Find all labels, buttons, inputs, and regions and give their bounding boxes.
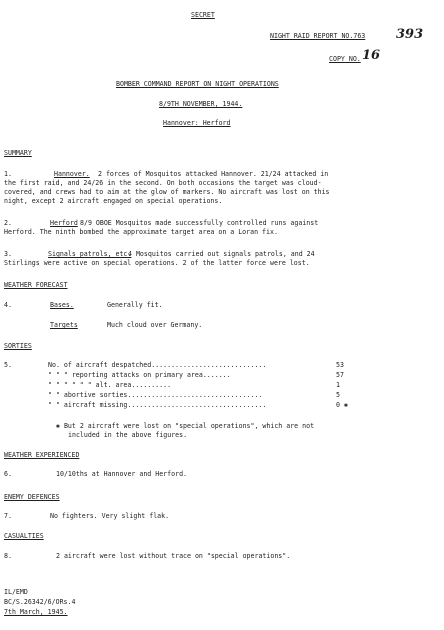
casualties-heading: CASUALTIES xyxy=(4,532,44,540)
bases-label: Bases. xyxy=(50,301,74,309)
report-targets: Hannover: Herford xyxy=(163,119,231,127)
page-number: 393 xyxy=(396,27,424,42)
weather-experienced-heading: WEATHER EXPERIENCED xyxy=(4,451,80,459)
targets-value: Much cloud over Germany. xyxy=(107,321,203,329)
sorties-row-label: " " aircraft missing................................... xyxy=(48,401,267,409)
summary-heading: SUMMARY xyxy=(4,149,32,157)
bases-value: Generally fit. xyxy=(107,301,163,309)
sorties-row-label: " " " reporting attacks on primary area....... xyxy=(48,371,231,379)
para-1-lead: Hannover. xyxy=(54,170,90,178)
footer-date: 7th March, 1945. xyxy=(4,608,68,616)
footer-reference: BC/S.26342/6/ORs.4 xyxy=(4,598,76,606)
sorties-row-label: " " abortive sorties.................................. xyxy=(48,391,263,399)
para-2-lead: Herford xyxy=(50,219,78,227)
para-3-line2: Stirlings were active on special operations. 2 of the latter force were lost. xyxy=(4,259,310,267)
classification-marking: SECRET xyxy=(191,11,215,19)
enemy-defences-text: No fighters. Very slight flak. xyxy=(50,512,170,520)
para-7-number: 7. xyxy=(4,512,12,520)
sorties-row-value: 0 ✱ xyxy=(336,401,348,409)
para-5-number: 5. xyxy=(4,361,12,369)
para-4-number: 4. xyxy=(4,301,12,309)
weather-experienced-text: 10/10ths at Hannover and Herford. xyxy=(56,470,188,478)
copy-number-label: COPY NO. xyxy=(329,55,361,63)
para-1-line3: covered, and crews had to aim at the glow of markers. No aircraft was lost on this xyxy=(4,188,330,196)
sorties-row-value: 1 xyxy=(336,381,340,389)
casualties-text: 2 aircraft were lost without trace on "special operations". xyxy=(56,552,291,560)
report-date: 8/9TH NOVEMBER, 1944. xyxy=(159,100,243,108)
sorties-footnote-line1: ✱ But 2 aircraft were lost on "special operations", which are not xyxy=(56,422,315,430)
sorties-footnote-line2: included in the above figures. xyxy=(68,431,188,439)
para-2-line2: Herford. The ninth bombed the approximate target area on a Loran fix. xyxy=(4,228,278,236)
para-3-line1: 4 Mosquitos carried out signals patrols, and 24 xyxy=(128,250,315,258)
copy-number-value: 16 xyxy=(362,48,381,63)
para-2-line1: 8/9 OBOE Mosquitos made successfully controlled runs against xyxy=(80,219,319,227)
sorties-row-value: 5 xyxy=(336,391,340,399)
sorties-heading: SORTIES xyxy=(4,342,32,350)
para-1-line4: night, except 2 aircraft engaged on special operations. xyxy=(4,197,223,205)
sorties-row-value: 53 xyxy=(336,361,344,369)
enemy-defences-heading: ENEMY DEFENCES xyxy=(4,493,60,501)
sorties-row-value: 57 xyxy=(336,371,344,379)
para-3-number: 3. xyxy=(4,250,12,258)
weather-forecast-heading: WEATHER FORECAST xyxy=(4,281,68,289)
sorties-row-label: " " " " " " alt. area.......... xyxy=(48,381,172,389)
report-title: BOMBER COMMAND REPORT ON NIGHT OPERATIONS xyxy=(116,80,279,88)
para-2-number: 2. xyxy=(4,219,12,227)
sorties-row-label: No. of aircraft despatched............................. xyxy=(48,361,267,369)
para-6-number: 6. xyxy=(4,470,12,478)
para-1-line2: the first raid, and 24/26 in the second. On both occasions the target was cloud- xyxy=(4,179,322,187)
para-8-number: 8. xyxy=(4,552,12,560)
para-1-line1: 2 forces of Mosquitos attacked Hannover. 21/24 attacked in xyxy=(98,170,329,178)
targets-label: Targets xyxy=(50,321,78,329)
footer-initials: IL/EMD xyxy=(4,588,28,596)
report-number: NIGHT RAID REPORT NO.763 xyxy=(270,32,366,40)
para-1-number: 1. xyxy=(4,170,12,178)
para-3-lead: Signals patrols, etc. xyxy=(48,250,132,258)
